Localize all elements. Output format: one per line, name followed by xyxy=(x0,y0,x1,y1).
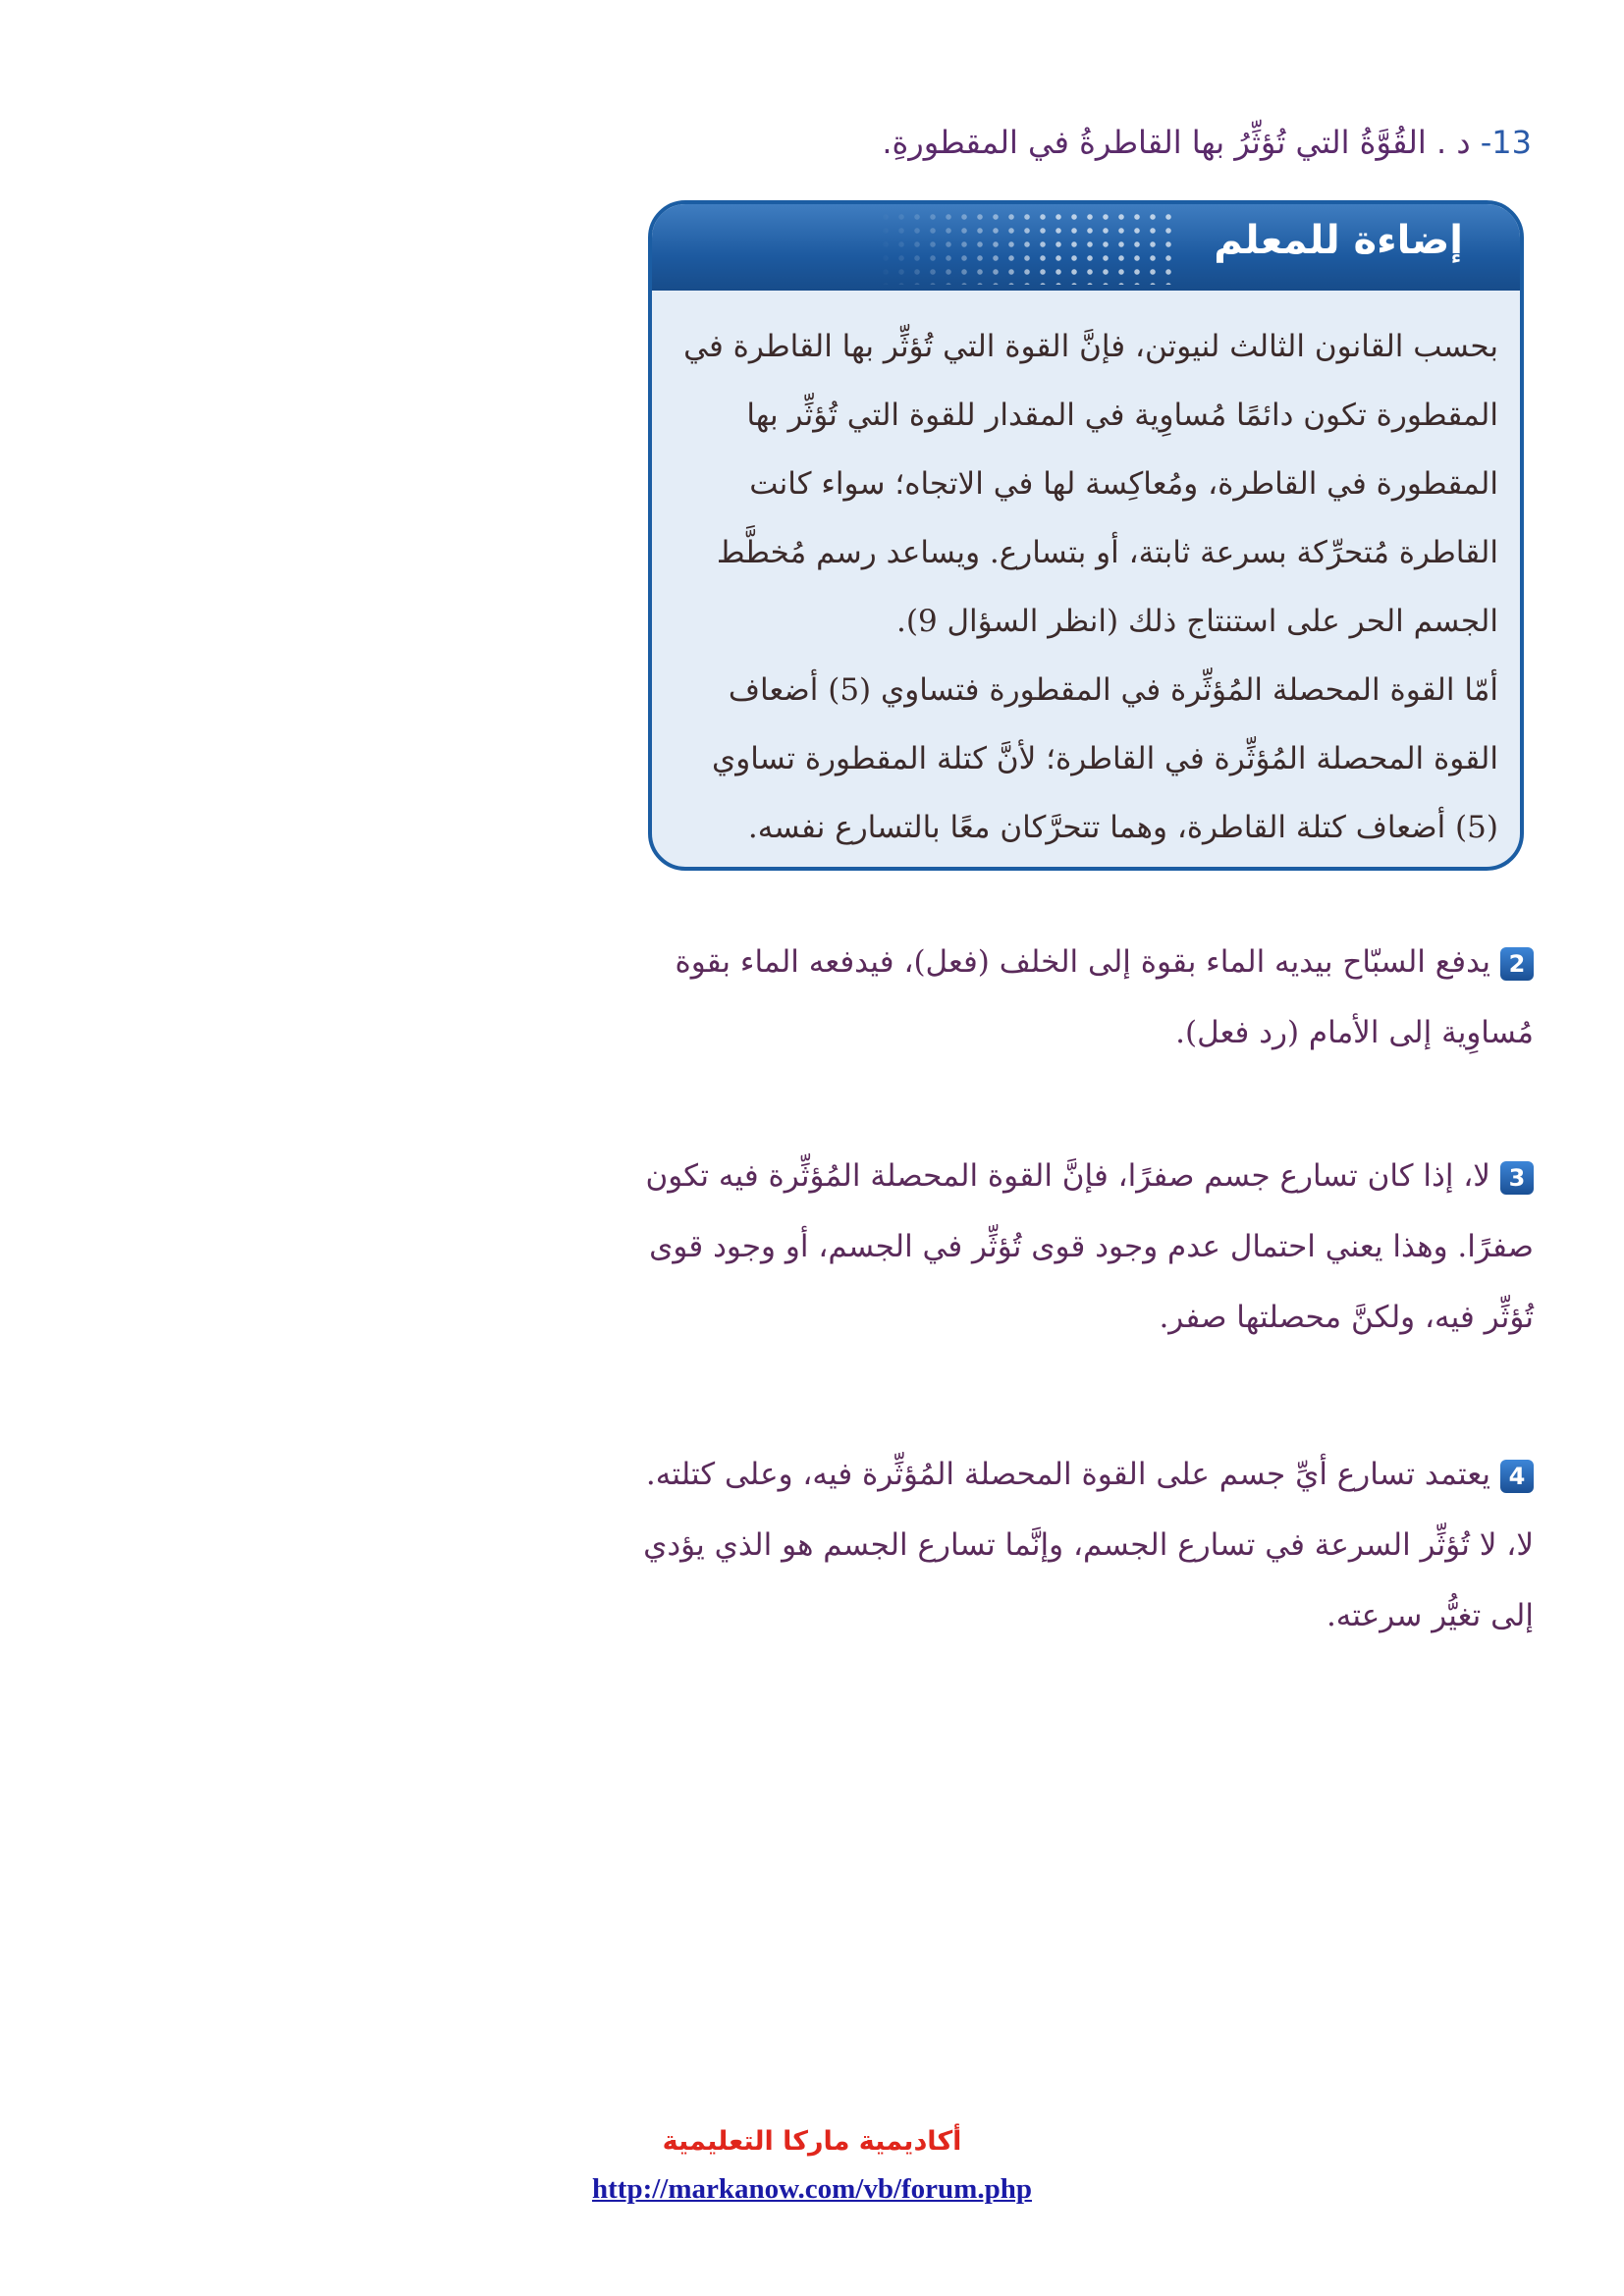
teacher-box-title: إضاءة للمعلم xyxy=(1214,218,1463,263)
answer-item-4 xyxy=(638,1439,1534,1651)
teacher-box-paragraph-2: أمّا القوة المحصلة المُؤثِّرة في المقطورة فتساوي (5) أضعاف القوة المحصلة المُؤثِّرة في القاطرة؛ لأنَّ كتلة المقطورة تساوي (5) أضعاف كتلة القاطرة، وهما تتحرَّكان معًا بالتسارع نفسه. xyxy=(712,672,1498,845)
answer-item-3 xyxy=(638,1141,1534,1353)
item-number-badge: 3 xyxy=(1500,1161,1534,1195)
item-text: لا، إذا كان تسارع جسم صفرًا، فإنَّ القوة المحصلة المُؤثِّرة فيه تكون صفرًا. وهذا يعني احتمال عدم وجود قوى تُؤثِّر في الجسم، أو وجود قوى تُؤثِّر فيه، ولكنَّ محصلتها صفر. xyxy=(645,1158,1534,1335)
teacher-box-header xyxy=(652,204,1520,291)
footer-forum-link[interactable]: http://markanow.com/vb/forum.php xyxy=(592,2173,1032,2205)
answer-text: القُوَّةُ التي تُؤثِّرُ بها القاطرةُ في المقطورةِ. xyxy=(882,124,1427,161)
answer-item-2 xyxy=(638,927,1534,1068)
question-13 xyxy=(844,124,1532,161)
teacher-box-paragraph-1: بحسب القانون الثالث لنيوتن، فإنَّ القوة التي تُؤثِّر بها القاطرة في المقطورة تكون دائمًا مُساوِية في المقدار للقوة التي تُؤثِّر بها المقطورة في القاطرة، ومُعاكِسة لها في الاتجاه؛ سواء كانت القاطرة مُتحرِّكة بسرعة ثابتة، أو بتسارع. ويساعد رسم مُخطَّط الجسم الحر على استنتاج ذلك (انظر السؤال 9). xyxy=(683,329,1498,639)
decorative-dots xyxy=(878,210,1172,285)
item-text-line-1: يعتمد تسارع أيِّ جسم على القوة المحصلة المُؤثِّرة فيه، وعلى كتلته. xyxy=(645,1457,1490,1492)
question-number: 13- xyxy=(1480,124,1532,161)
item-number-badge: 2 xyxy=(1500,947,1534,981)
footer-academy-name: أكاديمية ماركا التعليمية xyxy=(662,2126,962,2157)
answer-letter: د . xyxy=(1435,124,1471,161)
teacher-highlight-box xyxy=(648,200,1524,871)
item-text-line-2: لا، لا تُؤثِّر السرعة في تسارع الجسم، وإنَّما تسارع الجسم هو الذي يؤدي إلى تغيُّر سرعته. xyxy=(643,1527,1534,1633)
teacher-box-body xyxy=(670,312,1498,862)
item-number-badge: 4 xyxy=(1500,1460,1534,1493)
item-text: يدفع السبّاح بيديه الماء بقوة إلى الخلف (فعل)، فيدفعه الماء بقوة مُساوِية إلى الأمام (رد فعل). xyxy=(675,944,1534,1050)
